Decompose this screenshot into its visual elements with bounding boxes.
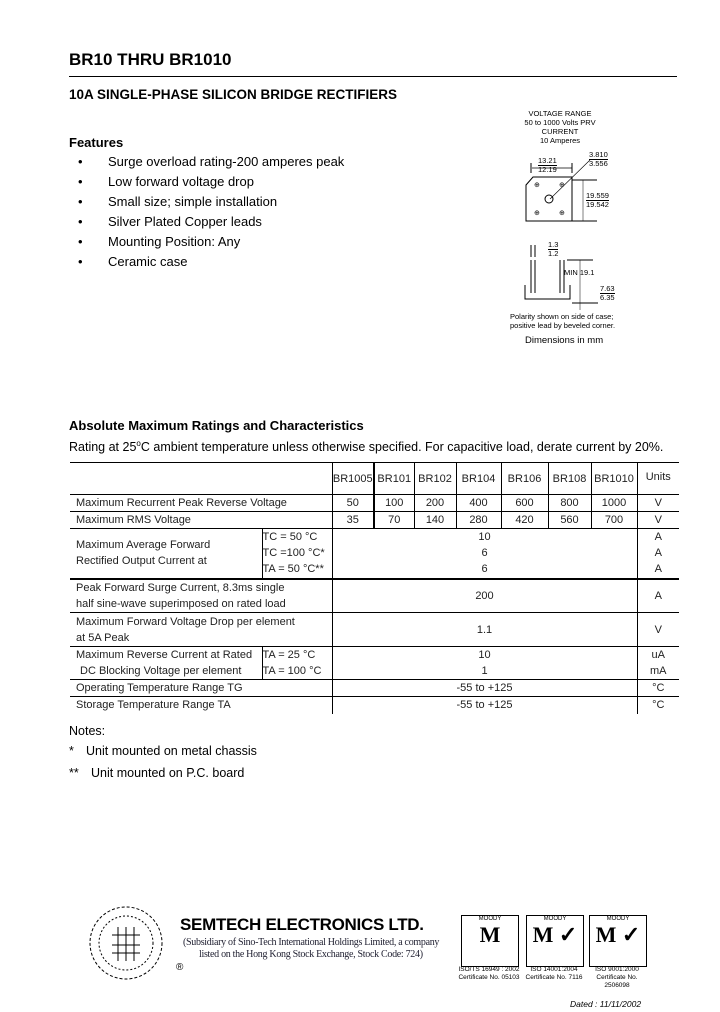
note-item: * Unit mounted on metal chassis bbox=[69, 744, 257, 758]
cert-text: ISO/TS 16949 : 2002 Certificate No. 05103 bbox=[458, 966, 520, 981]
ratings-heading: Absolute Maximum Ratings and Characteristics bbox=[69, 418, 364, 433]
subtitle: 10A SINGLE-PHASE SILICON BRIDGE RECTIFIERS bbox=[69, 87, 398, 102]
cert-logo: MOODY M ✓ bbox=[526, 915, 584, 967]
table-row: Maximum Forward Voltage Drop per element at 5A Peak 1.1 V bbox=[70, 613, 679, 647]
title-rule bbox=[69, 76, 677, 77]
feature-item: • Small size; simple installation bbox=[78, 194, 278, 209]
company-subsidiary: (Subsidiary of Sino-Tech International Holdings Limited, a company listed on the Hong Kong Stock Exchange, Stock Code: 724) bbox=[183, 937, 440, 960]
table-row: Maximum Average Forward Rectified Output Current at TC = 50 °C TC =100 °C* TA = 50 °C** 10 6 6 A A A bbox=[70, 529, 679, 579]
note-item: ** Unit mounted on P.C. board bbox=[69, 766, 245, 780]
table-row: Peak Forward Surge Current, 8.3ms single half sine-wave superimposed on rated load 200 A bbox=[70, 579, 679, 613]
feature-item: • Low forward voltage drop bbox=[78, 174, 254, 189]
feature-item: • Ceramic case bbox=[78, 254, 188, 269]
feature-item: • Mounting Position: Any bbox=[78, 234, 241, 249]
table-row: Maximum Reverse Current at Rated DC Blocking Voltage per element TA = 25 °C TA = 100 °C 10 1 uA mA bbox=[70, 647, 679, 680]
company-logo bbox=[88, 905, 168, 990]
svg-text:⊕: ⊕ bbox=[559, 210, 565, 217]
table-header: BR1005 BR101 BR102 BR104 BR106 BR108 BR1010 Units bbox=[70, 463, 679, 495]
cert-text: ISO 14001:2004 Certificate No. 7116 bbox=[525, 966, 583, 981]
ratings-table bbox=[70, 462, 679, 714]
svg-text:⊕: ⊕ bbox=[534, 210, 540, 217]
features-list bbox=[78, 154, 344, 274]
notes-heading: Notes: bbox=[69, 724, 106, 738]
feature-item: • Silver Plated Copper leads bbox=[78, 214, 262, 229]
date-stamp: Dated : 11/11/2002 bbox=[570, 999, 642, 1009]
table-row: Storage Temperature Range TA -55 to +125 °C bbox=[70, 697, 679, 714]
page-title: BR10 THRU BR1010 bbox=[69, 50, 232, 69]
company-name: SEMTECH ELECTRONICS LTD. bbox=[180, 915, 424, 934]
table-row: Operating Temperature Range TG -55 to +125 °C bbox=[70, 680, 679, 697]
svg-text:⊕: ⊕ bbox=[534, 182, 540, 189]
cert-text: ISO 9001:2000 Certificate No. 2506098 bbox=[595, 966, 639, 989]
feature-item: • Surge overload rating-200 amperes peak bbox=[78, 154, 345, 169]
cert-logo: MOODY M bbox=[461, 915, 519, 967]
ratings-note: Rating at 25$^o$C ambient temperature unless otherwise specified. For capacitive load, derate current by 20%. bbox=[69, 439, 664, 455]
table-row: Maximum RMS Voltage 35 70 140 280 420 560 700 V bbox=[70, 512, 679, 529]
package-diagram: VOLTAGE RANGE 50 to 1000 Volts PRV CURRENT 10 Amperes ⊕ ⊕ ⊕ ⊕ 13.21 12.19 3.810 3.556 19.559 19.542 1.3 1.2 MIN 19.1 7.63 6.35 Polarity shown on side of case; positive lead by beveled corner. Dimensions in mm bbox=[510, 109, 616, 346]
features-heading: Features bbox=[69, 135, 124, 150]
svg-text:⊕: ⊕ bbox=[559, 182, 565, 189]
table-row: Maximum Recurrent Peak Reverse Voltage 50 100 200 400 600 800 1000 V bbox=[70, 495, 679, 512]
cert-logo: MOODY M ✓ bbox=[589, 915, 647, 967]
registered-mark: ® bbox=[176, 962, 184, 973]
